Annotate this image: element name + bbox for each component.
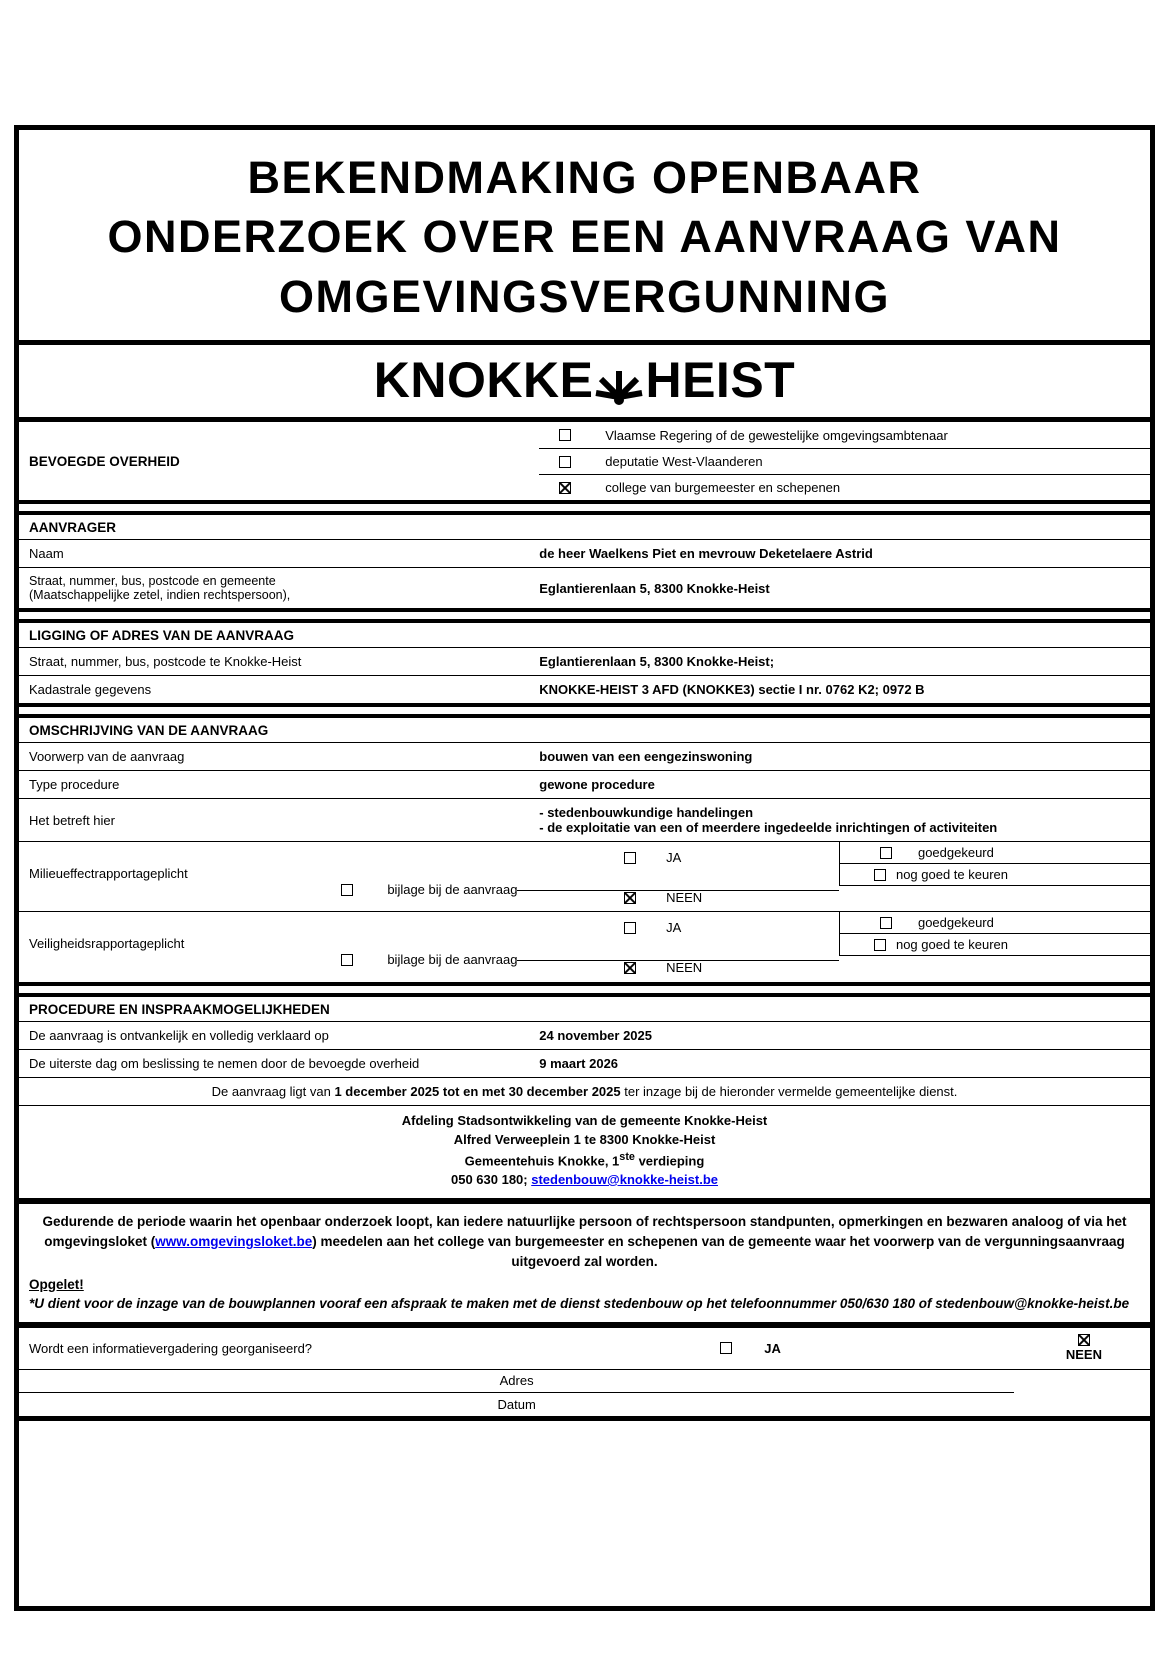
neen-label: NEEN bbox=[666, 960, 703, 976]
option-label: college van burgemeester en schepenen bbox=[605, 480, 841, 496]
bijlage-group bbox=[341, 952, 517, 967]
field-value: KNOKKE-HEIST 3 AFD (KNOKKE3) sectie I nr. 0762 K2; 0972 B bbox=[539, 682, 925, 698]
checkbox-neen[interactable] bbox=[1078, 1334, 1090, 1346]
field-value: 24 november 2025 bbox=[539, 1028, 652, 1044]
field-label: De aanvraag is ontvankelijk en volledig verklaard op bbox=[29, 1028, 329, 1044]
page-title: OMGEVINGSVERGUNNING bbox=[278, 270, 891, 322]
authority-option-college bbox=[539, 474, 1150, 500]
table-row bbox=[19, 1022, 1150, 1050]
neen-label: NEEN bbox=[1065, 1347, 1102, 1363]
section-omschrijving bbox=[19, 718, 1150, 982]
checkbox-goedgekeurd[interactable] bbox=[880, 847, 892, 859]
approval-option bbox=[840, 912, 1150, 934]
field-label: Milieueffectrapportageplicht bbox=[29, 866, 188, 882]
field-label: Straat, nummer, bus, postcode en gemeente (Maatschappelijke zetel, indien rechtspersoon), bbox=[29, 574, 291, 603]
ja-group bbox=[720, 1341, 781, 1356]
knokke-heist-logo bbox=[374, 351, 795, 409]
section-procedure bbox=[19, 997, 1150, 1198]
field-label: Het betreft hier bbox=[29, 812, 115, 828]
nog-goed-te-keuren-label: nog goed te keuren bbox=[895, 937, 1009, 953]
field-label: Voorwerp van de aanvraag bbox=[29, 749, 185, 765]
logo-text-left: KNOKKE bbox=[373, 352, 594, 409]
neen-group bbox=[1066, 1334, 1102, 1362]
field-value: Eglantierenlaan 5, 8300 Knokke-Heist; bbox=[539, 654, 775, 670]
field-label: Kadastrale gegevens bbox=[29, 682, 152, 698]
field-label: Type procedure bbox=[29, 777, 120, 793]
checkbox-ja[interactable] bbox=[624, 922, 636, 934]
approval-column bbox=[839, 912, 1150, 956]
goedgekeurd-label: goedgekeurd bbox=[917, 915, 994, 931]
table-row bbox=[19, 648, 1150, 676]
table-row bbox=[19, 771, 1150, 799]
neen-group bbox=[624, 960, 702, 975]
neen-label: NEEN bbox=[666, 890, 703, 906]
section-separator bbox=[19, 608, 1150, 623]
checkbox-college[interactable] bbox=[559, 482, 571, 494]
row-informatievergadering bbox=[19, 1328, 1150, 1370]
section-separator bbox=[19, 703, 1150, 718]
section-header: AANVRAGER bbox=[19, 515, 1150, 540]
authority-option-vlaamse-regering bbox=[539, 422, 1150, 448]
neen-group bbox=[624, 890, 702, 905]
email-link[interactable]: stedenbouw@knokke-heist.be bbox=[531, 1172, 718, 1188]
opgelet-label: Opgelet! bbox=[29, 1276, 84, 1292]
table-row bbox=[19, 676, 1150, 703]
section-header: LIGGING OF ADRES VAN DE AANVRAAG bbox=[19, 623, 1150, 648]
ja-label: JA bbox=[764, 1340, 781, 1356]
checkbox-bijlage[interactable] bbox=[341, 954, 353, 966]
section-bezwaar bbox=[19, 1204, 1150, 1322]
checkbox-goedgekeurd[interactable] bbox=[880, 917, 892, 929]
question-label: Wordt een informatievergadering georganiseerd? bbox=[29, 1340, 313, 1356]
title-box bbox=[19, 130, 1150, 345]
field-value: Eglantierenlaan 5, 8300 Knokke-Heist bbox=[539, 580, 770, 596]
service-address: Alfred Verweeplein 1 te 8300 Knokke-Heist bbox=[453, 1132, 716, 1148]
checkbox-nog-goed-te-keuren[interactable] bbox=[874, 939, 886, 951]
section-separator bbox=[19, 500, 1150, 515]
inzage-period-line: De aanvraag ligt van 1 december 2025 tot en met 30 december 2025 ter inzage bij de hieronder vermelde gemeentelijke dienst. bbox=[19, 1078, 1150, 1106]
table-row bbox=[19, 1050, 1150, 1078]
inzage-period: 1 december 2025 tot en met 30 december 2025 bbox=[334, 1084, 621, 1100]
table-row bbox=[19, 799, 1150, 842]
service-location: Gemeentehuis Knokke, 1ste verdieping bbox=[464, 1150, 705, 1169]
bijlage-label: bijlage bij de aanvraag bbox=[387, 882, 518, 898]
bijlage-label: bijlage bij de aanvraag bbox=[387, 952, 518, 968]
approval-option bbox=[840, 864, 1150, 886]
field-value: - stedenbouwkundige handelingen - de exploitatie van een of meerdere ingedeelde inrichtingen of activiteiten bbox=[539, 805, 998, 836]
ja-label: JA bbox=[666, 920, 682, 936]
checkbox-neen[interactable] bbox=[624, 962, 636, 974]
field-label: Veiligheidsrapportageplicht bbox=[29, 936, 185, 952]
checkbox-ja[interactable] bbox=[624, 852, 636, 864]
checkbox-ja[interactable] bbox=[720, 1342, 732, 1354]
field-value: de heer Waelkens Piet en mevrouw Deketelaere Astrid bbox=[539, 546, 873, 562]
checkbox-neen[interactable] bbox=[624, 892, 636, 904]
service-contact: 050 630 180; stedenbouw@knokke-heist.be bbox=[450, 1172, 718, 1188]
checkbox-vlaamse-regering[interactable] bbox=[559, 429, 571, 441]
approval-option bbox=[840, 842, 1150, 864]
field-value: 9 maart 2026 bbox=[539, 1056, 619, 1072]
checkbox-bijlage[interactable] bbox=[341, 884, 353, 896]
empty-notes-box bbox=[19, 1416, 1150, 1606]
municipal-service-block bbox=[19, 1106, 1150, 1198]
announcement-form bbox=[14, 125, 1155, 1611]
goedgekeurd-label: goedgekeurd bbox=[917, 845, 994, 861]
nog-goed-te-keuren-label: nog goed te keuren bbox=[895, 867, 1009, 883]
table-row bbox=[19, 568, 1150, 608]
page-title: BEKENDMAKING OPENBAAR bbox=[247, 152, 922, 203]
service-name: Afdeling Stadsontwikkeling van de gemeente Knokke-Heist bbox=[401, 1113, 768, 1129]
objection-paragraph: Gedurende de periode waarin het openbaar onderzoek loopt, kan iedere natuurlijke persoon of rechtspersoon standpunten, opmerkingen en bezwaren analoog of via het omgevingsloket (www.omgevingsloket.be) meedelen aan het college van burgemeester en schepenen van de gemeente waar het voorwerp van de vergunningsaanvraag uitgevoerd zal worden. bbox=[42, 1213, 1127, 1270]
field-label: Naam bbox=[29, 546, 64, 562]
option-label: deputatie West-Vlaanderen bbox=[605, 454, 763, 470]
field-value: gewone procedure bbox=[539, 777, 655, 793]
field-label: De uiterste dag om beslissing te nemen door de bevoegde overheid bbox=[29, 1056, 420, 1072]
section-ligging bbox=[19, 623, 1150, 703]
field-value: bouwen van een eengezinswoning bbox=[539, 749, 753, 765]
table-row bbox=[19, 540, 1150, 568]
row-adres: Adres bbox=[19, 1370, 1014, 1393]
bijlage-group bbox=[341, 882, 517, 897]
authority-option-deputatie bbox=[539, 448, 1150, 474]
omgevingsloket-link[interactable]: www.omgevingsloket.be bbox=[155, 1234, 313, 1250]
table-row bbox=[19, 743, 1150, 771]
option-label: Vlaamse Regering of de gewestelijke omgevingsambtenaar bbox=[605, 427, 948, 443]
ja-group bbox=[624, 850, 681, 865]
authority-options bbox=[539, 422, 1150, 500]
row-milieueffectrapportageplicht bbox=[19, 842, 1150, 912]
section-aanvrager bbox=[19, 515, 1150, 608]
sun-rays-icon bbox=[595, 363, 643, 405]
checkbox-deputatie[interactable] bbox=[559, 456, 571, 468]
approval-option bbox=[840, 934, 1150, 956]
section-header: OMSCHRIJVING VAN DE AANVRAAG bbox=[19, 718, 1150, 743]
section-separator bbox=[19, 982, 1150, 997]
checkbox-nog-goed-te-keuren[interactable] bbox=[874, 869, 886, 881]
section-bevoegde-overheid bbox=[19, 422, 1150, 500]
row-veiligheidsrapportageplicht bbox=[19, 912, 1150, 982]
ja-label: JA bbox=[666, 850, 682, 866]
municipality-logo-row bbox=[19, 345, 1150, 422]
logo-text-right: HEIST bbox=[645, 352, 796, 409]
page-title: ONDERZOEK OVER EEN AANVRAAG VAN bbox=[107, 211, 1062, 263]
section-label: BEVOEGDE OVERHEID bbox=[29, 453, 180, 469]
appointment-note: *U dient voor de inzage van de bouwplannen vooraf een afspraak te maken met de dienst stedenbouw op het telefoonnummer 050/630 180 of stedenbouw@knokke-heist.be bbox=[29, 1295, 1130, 1311]
field-label: Straat, nummer, bus, postcode te Knokke-Heist bbox=[29, 654, 302, 670]
section-header: PROCEDURE EN INSPRAAKMOGELIJKHEDEN bbox=[19, 997, 1150, 1022]
approval-column bbox=[839, 842, 1150, 886]
row-datum: Datum bbox=[497, 1396, 536, 1412]
ja-group bbox=[624, 920, 681, 935]
